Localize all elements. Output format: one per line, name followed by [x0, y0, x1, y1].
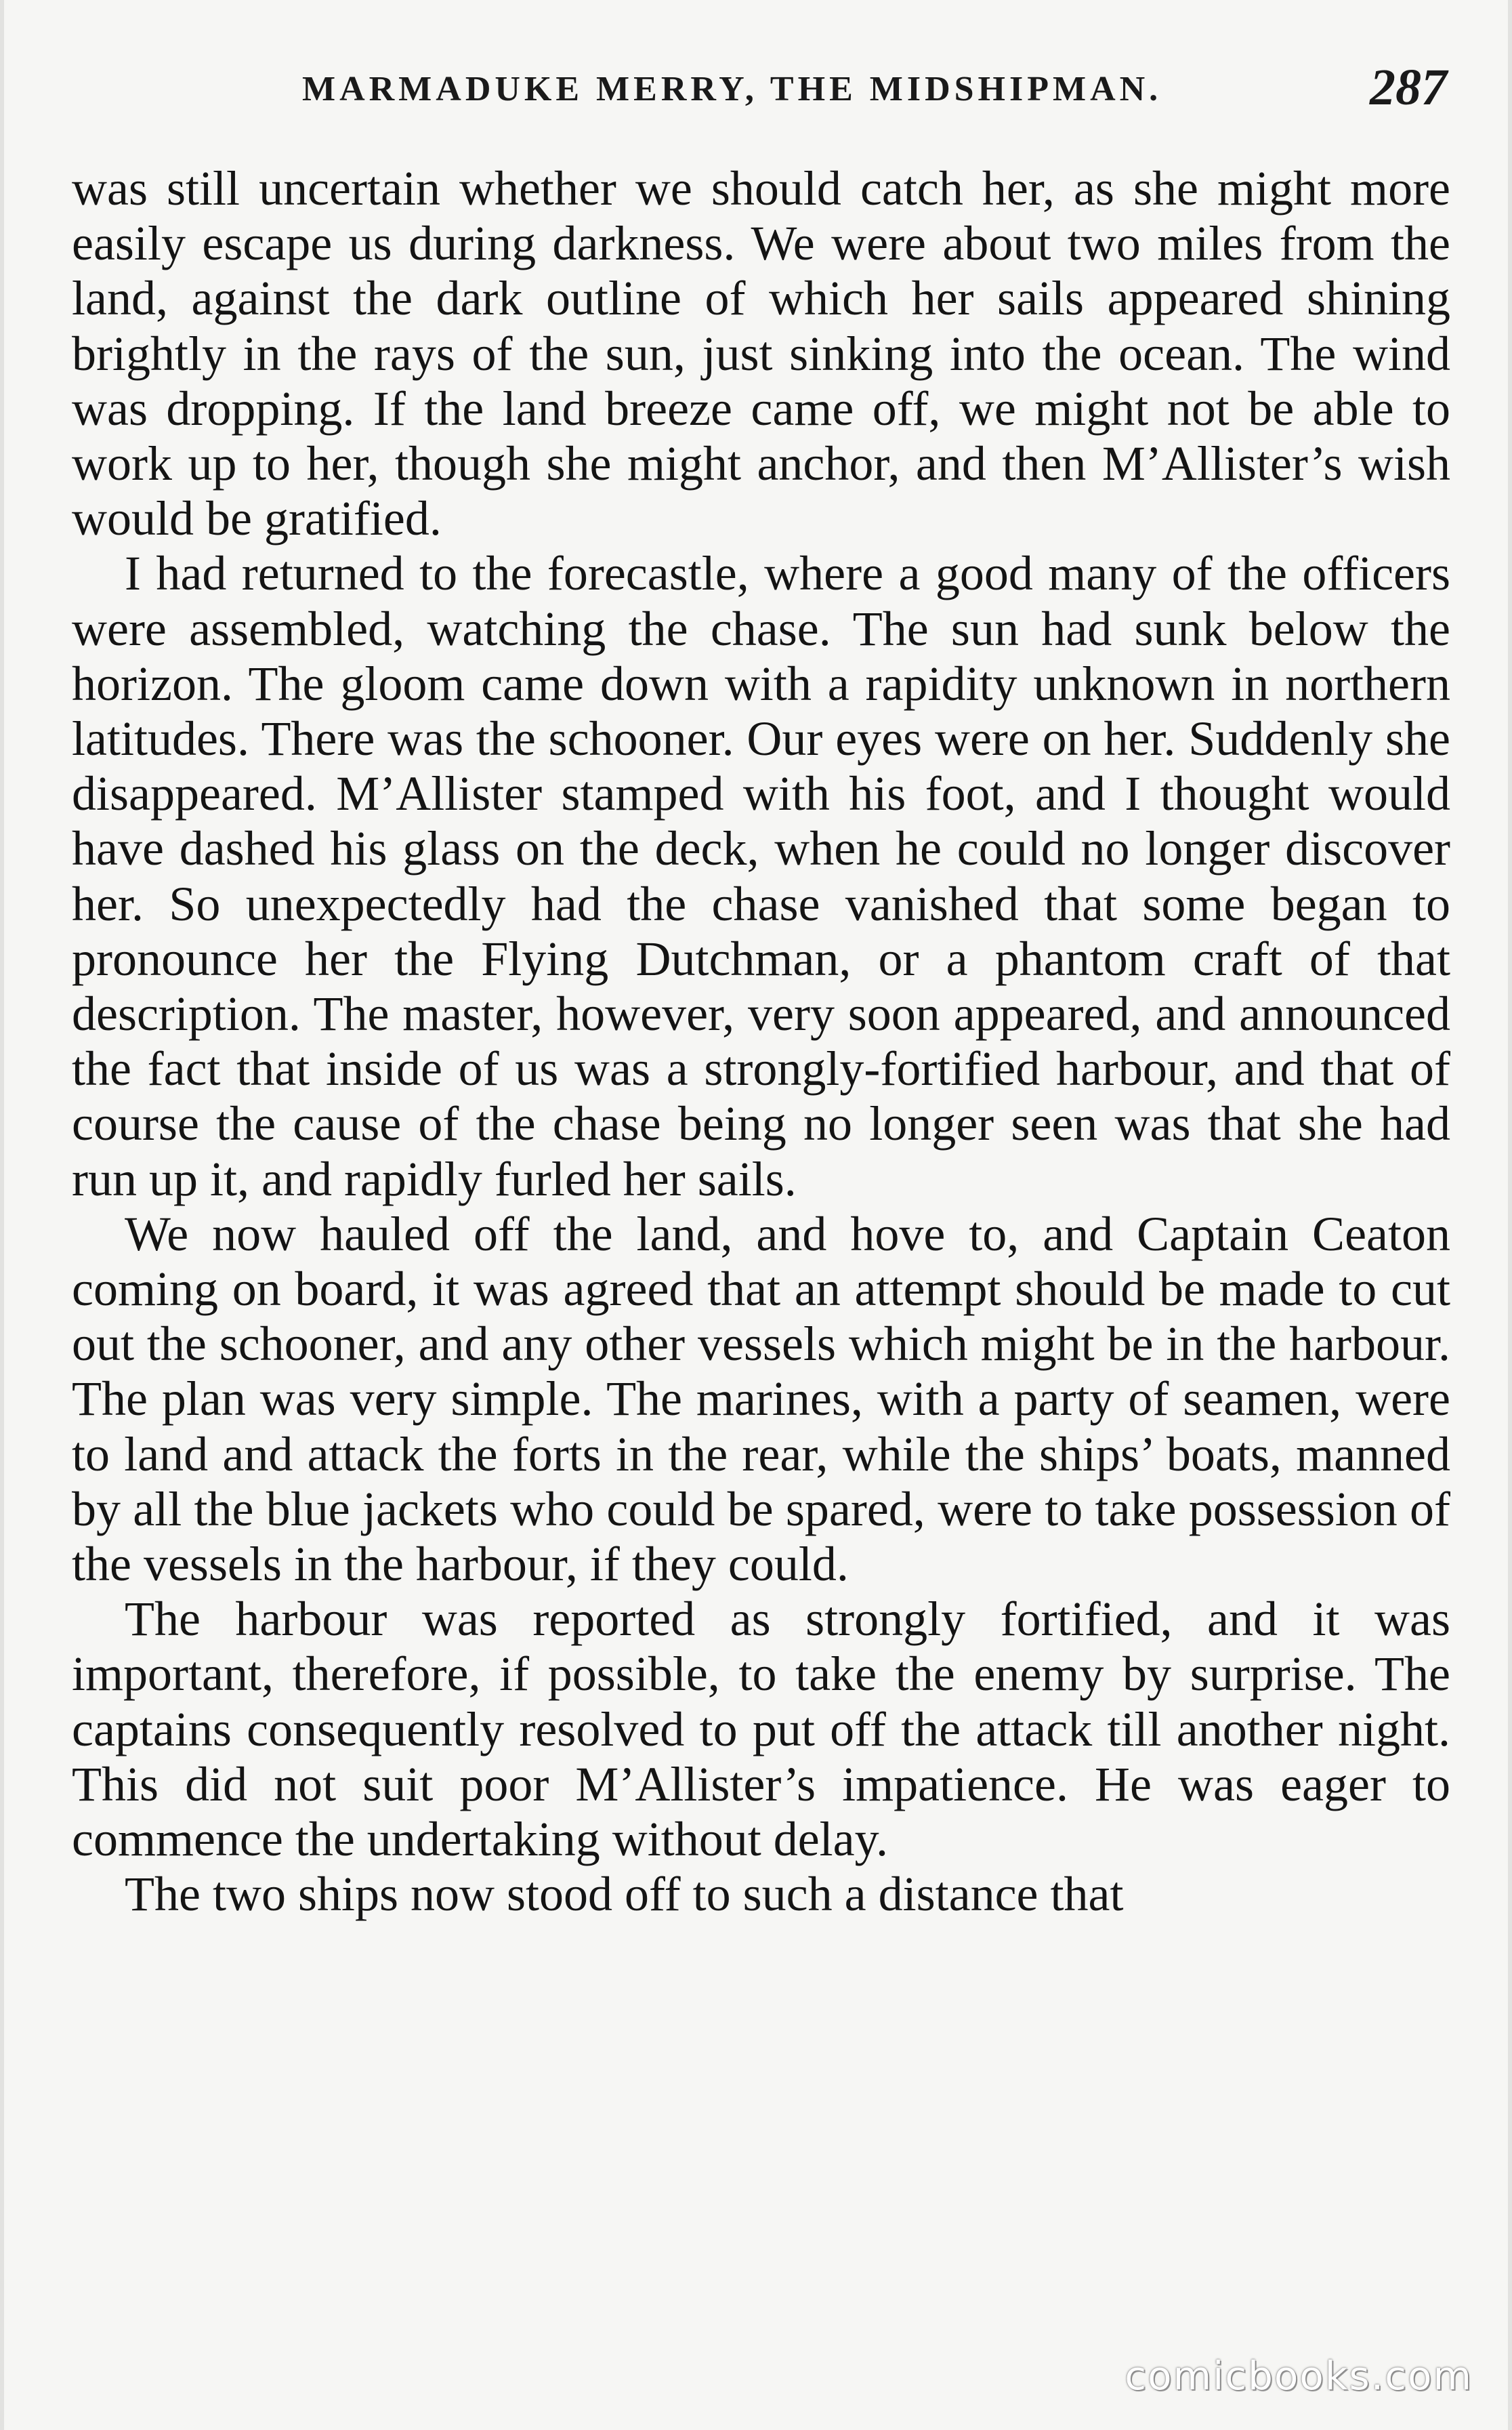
paragraph: We now hauled off the land, and hove to, and Captain Ceaton coming on board, it was agreed that an attempt should be made to cut out the schooner, and any other vessels which might be in the harbour. The plan was very simple. The marines, with a party of seamen, were to land and attack the forts in the rear, while the ships’ boats, manned by all the blue jackets who could be spared, were to take possession of the vessels in the harbour, if they could. [72, 1206, 1450, 1592]
paragraph: was still uncertain whether we should catch her, as she might more easily escape us during darkness. We were about two miles from the land, against the dark outline of which her sails appeared shining brightly in the rays of the sun, just sinking into the ocean. The wind was dropping. If the land breeze came off, we might not be able to work up to her, though she might anchor, and then M’Allister’s wish would be gratified. [72, 161, 1450, 546]
paragraph: I had returned to the forecastle, where a good many of the officers were assembled, watching the chase. The sun had sunk below the horizon. The gloom came down with a rapidity unknown in northern latitudes. There was the schooner. Our eyes were on her. Suddenly she disappeared. M’Allister stamped with his foot, and I thought would have dashed his glass on the deck, when he could no longer discover her. So unexpectedly had the chase vanished that some began to pronounce her the Flying Dutchman, or a phantom craft of that description. The master, however, very soon appeared, and announced the fact that inside of us was a strongly-fortified harbour, and that of course the cause of the chase being no longer seen was that she had run up it, and rapidly furled her sails. [72, 546, 1450, 1206]
running-title: MARMADUKE MERRY, THE MIDSHIPMAN. [302, 70, 1162, 108]
site-watermark: comicbooks.com [1125, 2353, 1473, 2399]
paragraph: The two ships now stood off to such a distance that [125, 1867, 1124, 1922]
body-text [72, 161, 1450, 1922]
page-number: 287 [1370, 59, 1447, 116]
paragraph: The harbour was reported as strongly fortified, and it was important, therefore, if possible, to take the enemy by surprise. The captains consequently resolved to put off the attack till another night. This did not suit poor M’Allister’s impatience. He was eager to commence the undertaking without delay. [72, 1592, 1450, 1867]
running-header [99, 58, 1447, 133]
